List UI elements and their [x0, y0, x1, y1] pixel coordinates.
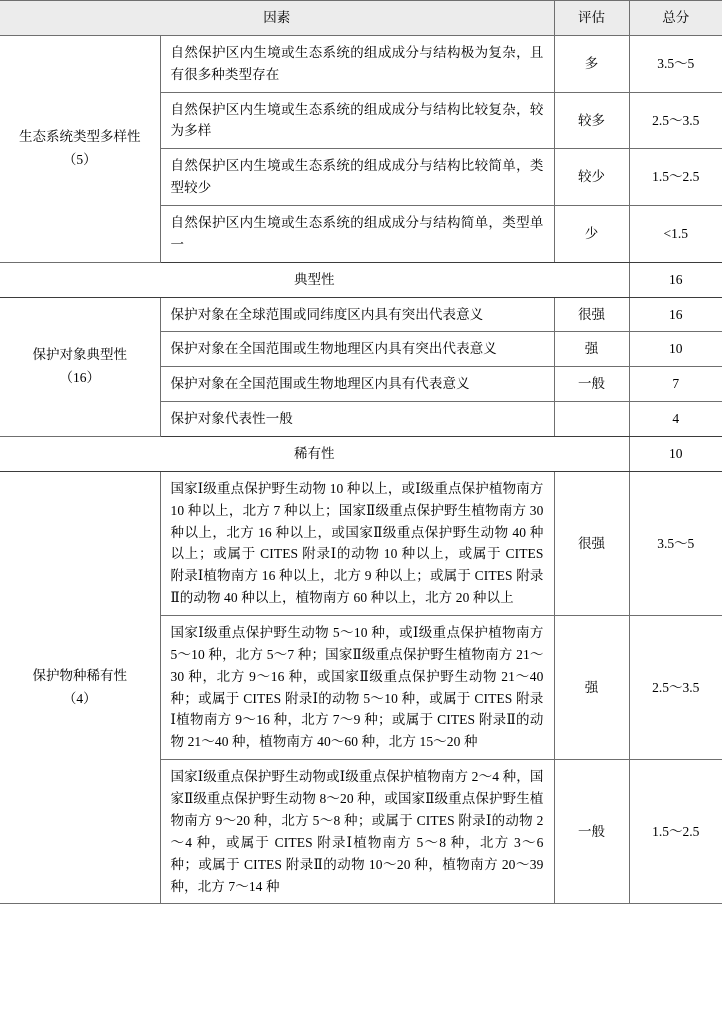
criteria-description: 国家Ⅰ级重点保护野生动物 10 种以上，或Ⅰ级重点保护植物南方 10 种以上，北方 7 种以上；国家Ⅱ级重点保护野生植物南方 30 种以上，北方 16 种以上，或国家Ⅱ级重点保护野生动物 40 种以上；或属于 CITES 附录Ⅰ的动物 10 种以上，或属于 CITES 附录Ⅰ植物南方 16 种以上，北方 9 种以上；或属于 CITES 附录Ⅱ的动物 40 种以上，植物南方 60 种以上，北方 20 种以上: [160, 471, 554, 615]
criteria-score: 4: [629, 402, 722, 437]
section-row-typicality: [0, 262, 722, 297]
criteria-description: 自然保护区内生境或生态系统的组成成分与结构比较复杂，较为多样: [160, 92, 554, 149]
criteria-description: 保护对象在全球范围或同纬度区内具有突出代表意义: [160, 297, 554, 332]
criteria-score: 3.5～5: [629, 35, 722, 92]
factor-weight: （4）: [62, 690, 97, 706]
criteria-score: <1.5: [629, 206, 722, 263]
criteria-score: 1.5～2.5: [629, 760, 722, 904]
criteria-description: 保护对象代表性一般: [160, 402, 554, 437]
table-row: [0, 297, 722, 332]
criteria-score: 2.5～3.5: [629, 616, 722, 760]
section-title: 典型性: [0, 262, 629, 297]
criteria-evaluation: 较多: [554, 92, 629, 149]
criteria-score: 2.5～3.5: [629, 92, 722, 149]
criteria-description: 国家Ⅰ级重点保护野生动物 5～10 种，或Ⅰ级重点保护植物南方 5～10 种，北方 5～7 种；国家Ⅱ级重点保护野生植物南方 21～30 种，北方 9～16 种，或国家Ⅱ级重点保护野生动物 21～40 种；或属于 CITES 附录Ⅰ的动物 5～10 种，或属于 CITES 附录Ⅰ植物南方 9～16 种，北方 7～9 种；或属于 CITES 附录Ⅱ的动物 21～40 种，植物南方 40～60 种，北方 15～20 种: [160, 616, 554, 760]
section-score: 10: [629, 437, 722, 472]
section-score: 16: [629, 262, 722, 297]
header-total: 总分: [629, 1, 722, 36]
criteria-score: 16: [629, 297, 722, 332]
criteria-score: 3.5～5: [629, 471, 722, 615]
criteria-description: 保护对象在全国范围或生物地理区内具有代表意义: [160, 367, 554, 402]
section-title: 稀有性: [0, 437, 629, 472]
criteria-score: 7: [629, 367, 722, 402]
criteria-description: 自然保护区内生境或生态系统的组成成分与结构极为复杂，且有很多种类型存在: [160, 35, 554, 92]
section-row-rarity: [0, 437, 722, 472]
header-evaluation: 评估: [554, 1, 629, 36]
factor-weight: （16）: [59, 369, 100, 385]
criteria-evaluation: 少: [554, 206, 629, 263]
factor-weight: （5）: [62, 151, 97, 167]
criteria-score: 10: [629, 332, 722, 367]
criteria-score: 1.5～2.5: [629, 149, 722, 206]
factor-name: 保护对象典型性: [32, 346, 127, 362]
criteria-evaluation: [554, 402, 629, 437]
factor-name: 生态系统类型多样性: [19, 128, 141, 144]
criteria-evaluation: 较少: [554, 149, 629, 206]
table-header: [0, 1, 722, 36]
criteria-evaluation: 一般: [554, 760, 629, 904]
criteria-description: 自然保护区内生境或生态系统的组成成分与结构比较简单，类型较少: [160, 149, 554, 206]
criteria-description: 自然保护区内生境或生态系统的组成成分与结构简单，类型单一: [160, 206, 554, 263]
criteria-evaluation: 很强: [554, 471, 629, 615]
header-factor: 因素: [0, 1, 554, 36]
factor-cell-ecosystem-diversity: [0, 35, 160, 262]
table-row: [0, 471, 722, 615]
table-body: [0, 35, 722, 904]
factor-cell-target-typicality: [0, 297, 160, 436]
criteria-description: 国家Ⅰ级重点保护野生动物或Ⅰ级重点保护植物南方 2～4 种，国家Ⅱ级重点保护野生动物 8～20 种，或国家Ⅱ级重点保护野生植物南方 9～20 种，北方 5～8 种；或属于 CITES 附录Ⅰ的动物 2～4 种，或属于 CITES 附录Ⅰ植物南方 5～8 种，北方 3～6 种；或属于 CITES 附录Ⅱ的动物 10～20 种，植物南方 20～39 种，北方 7～14 种: [160, 760, 554, 904]
criteria-evaluation: 多: [554, 35, 629, 92]
criteria-evaluation: 强: [554, 616, 629, 760]
criteria-description: 保护对象在全国范围或生物地理区内具有突出代表意义: [160, 332, 554, 367]
header-row: [0, 1, 722, 36]
factor-name: 保护物种稀有性: [32, 667, 127, 683]
factor-cell-species-rarity: [0, 471, 160, 903]
criteria-evaluation: 强: [554, 332, 629, 367]
table-row: [0, 35, 722, 92]
criteria-evaluation: 一般: [554, 367, 629, 402]
criteria-evaluation: 很强: [554, 297, 629, 332]
